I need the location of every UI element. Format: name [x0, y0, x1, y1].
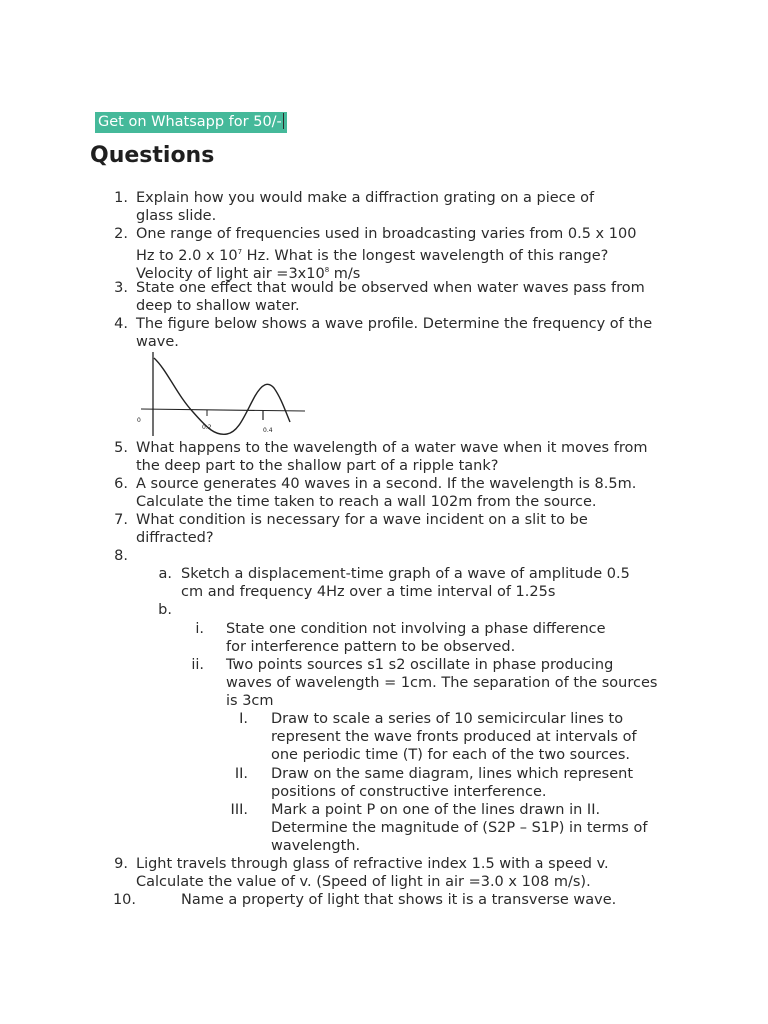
q8b-II-line-2: positions of constructive interference. [271, 784, 547, 800]
q4-number: 4. [114, 316, 128, 332]
q9-number: 9. [114, 856, 128, 872]
q2-exponent-8: 8 [324, 266, 330, 274]
q4-line-1: The figure below shows a wave profile. Determine the frequency of the [136, 316, 653, 332]
q8a-number: a. [158, 566, 172, 582]
text-cursor [283, 113, 284, 129]
q8b-I-line-2: represent the wave fronts produced at intervals of [271, 729, 637, 745]
wave-curve [154, 358, 290, 434]
q8b-II-number: II. [234, 766, 248, 782]
q6-number: 6. [114, 476, 128, 492]
figure-tick-2-label: 0.4 [263, 427, 273, 434]
q8b-I-line-3: one periodic time (T) for each of the two sources. [271, 747, 630, 763]
q3-line-2: deep to shallow water. [136, 298, 300, 314]
whatsapp-button-label: Get on Whatsapp for 50/- [98, 114, 282, 130]
q10-number: 10. [112, 892, 136, 908]
q2-line-3-b: m/s [329, 266, 361, 282]
q2-exponent-7: 7 [237, 248, 243, 256]
q7-number: 7. [114, 512, 128, 528]
q2-number: 2. [114, 226, 128, 242]
q4-line-2: wave. [136, 334, 179, 350]
wave-profile-figure [135, 350, 310, 438]
page-title: Questions [90, 143, 215, 168]
q7-line-2: diffracted? [136, 530, 214, 546]
q2-line-3-a: Velocity of light air =3x10 [136, 266, 325, 282]
q6-line-1: A source generates 40 waves in a second. If the wavelength is 8.5m. [136, 476, 637, 492]
q2-line-2-a: Hz to 2.0 x 10 [136, 248, 238, 264]
q8b-II-line-1: Draw on the same diagram, lines which represent [271, 766, 634, 782]
figure-tick-1-label: 0.2 [202, 424, 212, 431]
q8b-I-line-1: Draw to scale a series of 10 semicircular lines to [271, 711, 624, 727]
figure-x-axis [141, 409, 305, 411]
q3-number: 3. [114, 280, 128, 296]
q5-number: 5. [114, 440, 128, 456]
q10-line-1: Name a property of light that shows it is a transverse wave. [181, 892, 617, 908]
q8b-i-number: i. [195, 621, 204, 637]
q1-number: 1. [114, 190, 128, 206]
q8b-number: b. [158, 602, 172, 618]
q7-line-1: What condition is necessary for a wave incident on a slit to be [136, 512, 588, 528]
q8b-III-line-1: Mark a point P on one of the lines drawn in II. [271, 802, 601, 818]
q8b-I-number: I. [239, 711, 248, 727]
q8b-III-number: III. [230, 802, 248, 818]
q8a-line-2: cm and frequency 4Hz over a time interval of 1.25s [181, 584, 556, 600]
q8b-III-line-2: Determine the magnitude of (S2P – S1P) in terms of [271, 820, 648, 836]
q8a-line-1: Sketch a displacement-time graph of a wave of amplitude 0.5 [181, 566, 630, 582]
q5-line-1: What happens to the wavelength of a water wave when it moves from [136, 440, 648, 456]
figure-origin-label: 0 [137, 417, 141, 424]
q8b-ii-line-2: waves of wavelength = 1cm. The separation of the sources [226, 675, 658, 691]
q1-line-1: Explain how you would make a diffraction grating on a piece of [136, 190, 595, 206]
q9-line-2: Calculate the value of v. (Speed of light in air =3.0 x 108 m/s). [136, 874, 591, 890]
q8b-III-line-3: wavelength. [271, 838, 361, 854]
q8-number: 8. [114, 548, 128, 564]
q3-line-1: State one effect that would be observed when water waves pass from [136, 280, 645, 296]
q8b-i-line-1: State one condition not involving a phase difference [226, 621, 606, 637]
q8b-ii-line-1: Two points sources s1 s2 oscillate in phase producing [226, 657, 614, 673]
q5-line-2: the deep part to the shallow part of a ripple tank? [136, 458, 499, 474]
whatsapp-button[interactable] [95, 112, 287, 133]
q8b-ii-line-3: is 3cm [226, 693, 274, 709]
q2-line-1: One range of frequencies used in broadcasting varies from 0.5 x 100 [136, 226, 637, 242]
q8b-i-line-2: for interference pattern to be observed. [226, 639, 516, 655]
q1-line-2: glass slide. [136, 208, 217, 224]
q6-line-2: Calculate the time taken to reach a wall 102m from the source. [136, 494, 597, 510]
q9-line-1: Light travels through glass of refractive index 1.5 with a speed v. [136, 856, 609, 872]
q8b-ii-number: ii. [191, 657, 204, 673]
q2-line-2-b: Hz. What is the longest wavelength of this range? [242, 248, 609, 264]
